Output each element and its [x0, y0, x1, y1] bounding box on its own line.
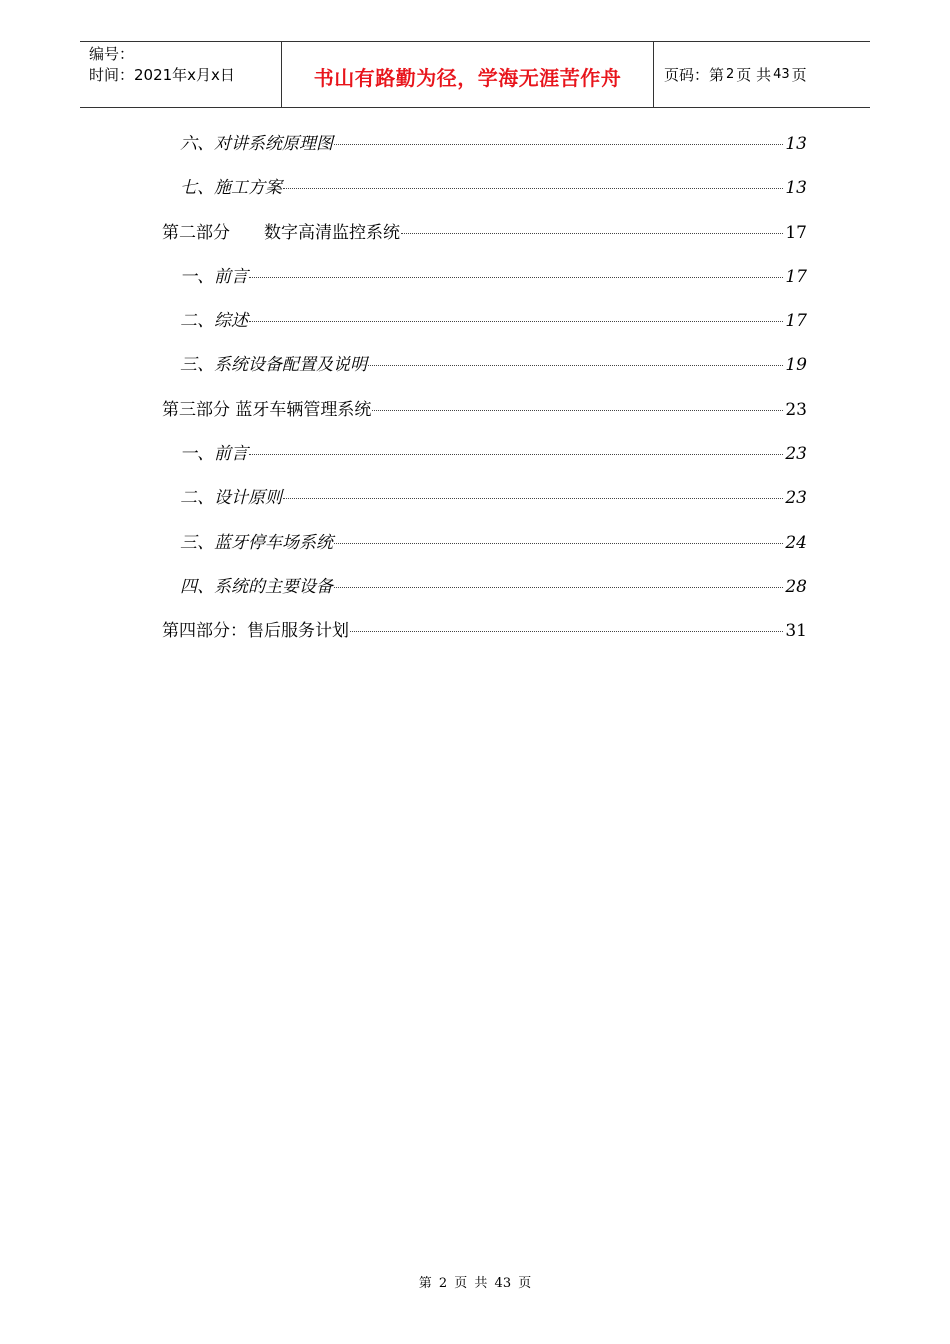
toc-dot-leader [249, 277, 783, 278]
toc-entry[interactable] [162, 573, 807, 617]
toc-entry-label: 一、前言 [180, 266, 248, 287]
toc-entry-label: 第四部分：售后服务计划 [162, 621, 349, 642]
toc-dot-leader [368, 365, 783, 366]
toc-entry[interactable] [162, 263, 807, 307]
toc-entry-label: 三、系统设备配置及说明 [180, 355, 367, 376]
toc-entry-page-number: 23 [785, 488, 807, 509]
toc-entry-label: 三、蓝牙停车场系统 [180, 532, 333, 553]
toc-entry-page-number: 13 [785, 134, 807, 154]
toc-entry[interactable] [162, 484, 807, 528]
toc-dot-leader [283, 188, 783, 189]
header-motto-cell [282, 42, 654, 107]
toc-entry[interactable] [162, 351, 807, 395]
toc-entry-page-number: 13 [785, 178, 807, 199]
toc-entry[interactable] [162, 396, 807, 440]
header-page-current: 2 [726, 67, 735, 82]
toc-dot-leader [401, 233, 783, 234]
table-of-contents [162, 130, 807, 662]
toc-entry-page-number: 23 [785, 399, 807, 420]
toc-entry-page-number: 17 [785, 222, 807, 243]
toc-entry-label: 第三部分 蓝牙车辆管理系统 [162, 399, 372, 420]
page-footer: 第 2 页 共 43 页 [418, 1276, 532, 1291]
toc-dot-leader [283, 498, 783, 499]
toc-entry-page-number: 23 [785, 444, 807, 465]
toc-entry-label: 二、设计原则 [180, 488, 282, 509]
toc-entry-label: 七、施工方案 [180, 178, 282, 199]
page-header [80, 41, 870, 108]
toc-dot-leader [249, 321, 783, 322]
toc-dot-leader [334, 543, 783, 544]
toc-dot-leader [334, 144, 783, 145]
toc-entry[interactable] [162, 529, 807, 573]
toc-entry-label: 一、前言 [180, 444, 248, 465]
header-motto: 书山有路勤为径，学海无涯苦作舟 [313, 66, 622, 90]
toc-entry[interactable] [162, 130, 807, 174]
toc-dot-leader [350, 631, 783, 632]
toc-dot-leader [372, 410, 783, 411]
toc-entry-page-number: 24 [785, 532, 807, 553]
toc-entry[interactable] [162, 219, 807, 263]
header-page-mid: 页 共 [736, 66, 772, 84]
header-meta-cell [80, 42, 282, 107]
document-time-label: 时间：2021年x月x日 [89, 66, 235, 84]
toc-entry[interactable] [162, 174, 807, 218]
header-page-cell [654, 42, 870, 107]
toc-entry-page-number: 17 [785, 311, 807, 332]
toc-entry[interactable] [162, 617, 807, 661]
toc-entry[interactable] [162, 307, 807, 351]
toc-entry-page-number: 31 [785, 621, 807, 642]
toc-entry-page-number: 28 [785, 576, 807, 597]
header-page-suffix: 页 [791, 66, 807, 84]
toc-entry-label: 四、系统的主要设备 [180, 576, 333, 597]
document-number-label: 编号： [89, 45, 135, 63]
toc-entry[interactable] [162, 440, 807, 484]
toc-entry-label: 二、综述 [180, 311, 248, 332]
toc-dot-leader [334, 587, 783, 588]
toc-dot-leader [249, 454, 783, 455]
header-page-total: 43 [773, 67, 790, 82]
toc-entry-label: 第二部分 数字高清监控系统 [162, 222, 400, 243]
toc-entry-label: 六、对讲系统原理图 [180, 134, 333, 154]
toc-entry-page-number: 19 [785, 355, 807, 376]
header-page-prefix: 页码：第 [664, 66, 725, 84]
toc-entry-page-number: 17 [785, 266, 807, 287]
